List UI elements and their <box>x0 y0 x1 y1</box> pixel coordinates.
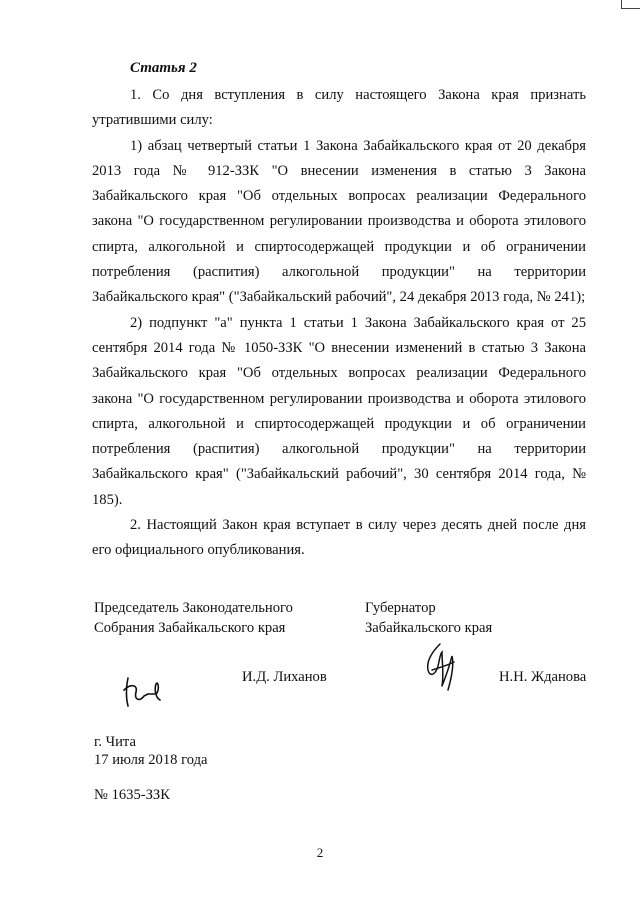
left-signatory-name: И.Д. Лиханов <box>242 669 327 685</box>
page-number: 2 <box>316 845 324 860</box>
left-signature <box>120 670 170 710</box>
city-label: г. Чита <box>94 734 136 750</box>
right-signature <box>416 640 464 696</box>
left-title-line2: Собрания Забайкальского края <box>94 620 286 636</box>
paragraph-2: 2. Настоящий Закон края вступает в силу через десять дней после дня его официального опубликования. <box>92 517 586 559</box>
document-body <box>92 83 586 564</box>
law-number: № 1635-ЗЗК <box>94 787 170 803</box>
article-heading: Статья 2 <box>130 60 197 76</box>
signing-date: 17 июля 2018 года <box>94 752 208 768</box>
right-signatory-name: Н.Н. Жданова <box>499 669 587 685</box>
corner-mark <box>621 0 640 9</box>
left-signatory-title <box>94 598 293 638</box>
right-title-line1: Губернатор <box>365 600 436 616</box>
right-signatory-title <box>365 598 492 638</box>
left-title-line1: Председатель Законодательного <box>94 600 293 616</box>
paragraph-1: 1. Со дня вступления в силу настоящего Закона края признать утратившими силу: <box>92 87 586 129</box>
paragraph-1-1: 1) абзац четвертый статьи 1 Закона Забайкальского края от 20 декабря 2013 года № 912-ЗЗК "О внесении изменения в статью 3 Закона Забайкальского края "Об отдельных вопросах реализации Федерального закона "О государственном регулировании производства и оборота этилового спирта, алкогольной и спиртосодержащей продукции и об ограничении потребления (распития) алкогольной продукции" на территории Забайкальского края" ("Забайкальский рабочий", 24 декабря 2013 года, № 241); <box>92 137 586 306</box>
paragraph-1-2: 2) подпункт "а" пункта 1 статьи 1 Закона Забайкальского края от 25 сентября 2014 года № 1050-ЗЗК "О внесении изменений в статью 3 Закона Забайкальского края "Об отдельных вопросах реализации Федерального закона "О государственном регулировании производства и оборота этилового спирта, алкогольной и спиртосодержащей продукции и об ограничении потребления (распития) алкогольной продукции" на территории Забайкальского края" ("Забайкальский рабочий", 30 сентября 2014 года, № 185). <box>92 314 586 508</box>
right-title-line2: Забайкальского края <box>365 620 493 636</box>
